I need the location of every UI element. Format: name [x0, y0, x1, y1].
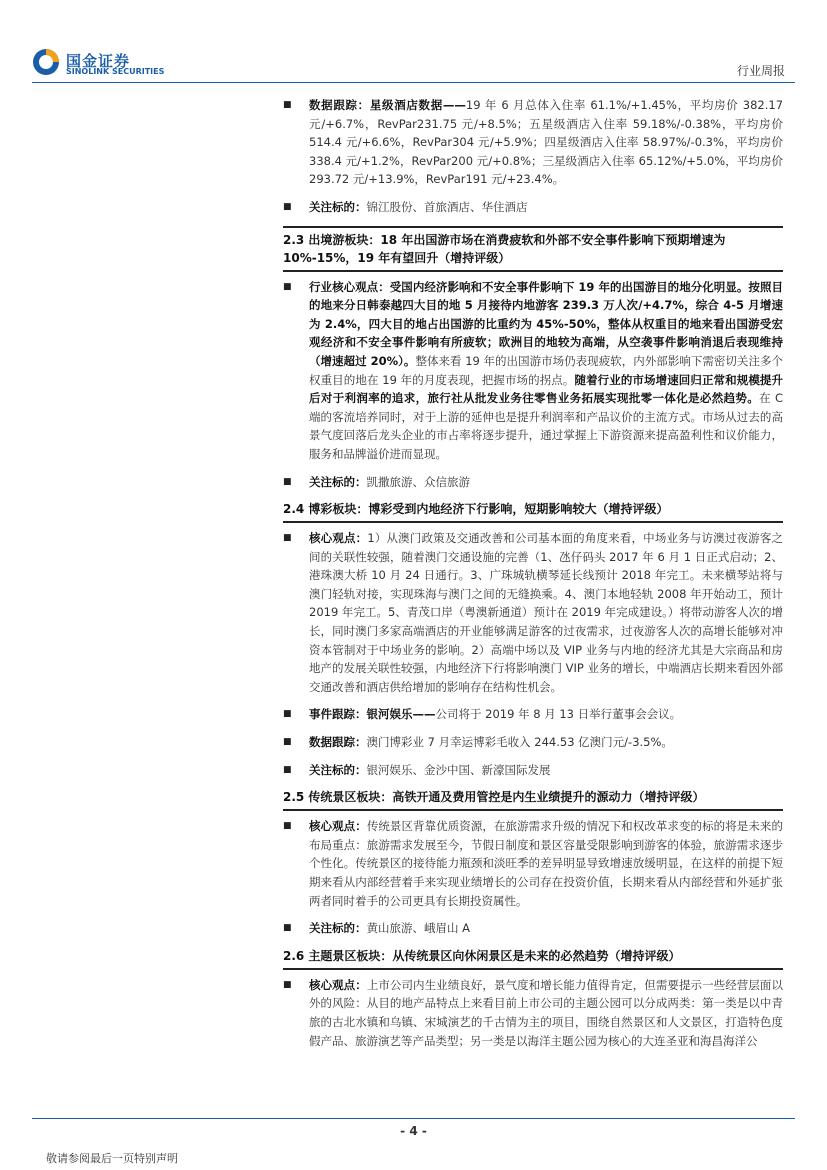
- gaming-focus-bullet: [283, 761, 783, 780]
- scenic-focus-bullet: [283, 919, 783, 938]
- page-header: [0, 0, 827, 90]
- bullet-label: 关注标的：: [309, 474, 367, 489]
- gaming-core-bullet: [283, 529, 783, 696]
- sinolink-logo: [32, 48, 192, 80]
- bullet-label: 核心观点：: [309, 977, 367, 992]
- bullet-label: 关注标的：: [309, 921, 367, 936]
- bullet-text: 公司将于 2019 年 8 月 13 日举行董事会会议。: [435, 707, 682, 722]
- gaming-data-bullet: [283, 733, 783, 752]
- hotel-data-bullet: [283, 96, 783, 189]
- outbound-focus-bullet: [283, 473, 783, 492]
- report-type-label: 行业周报: [736, 64, 785, 78]
- bullet-label: 行业核心观点：: [309, 279, 390, 294]
- main-content: [283, 96, 783, 1059]
- page-number: - 4 -: [400, 1124, 427, 1138]
- bullet-text: 凯撒旅游、众信旅游: [366, 474, 470, 489]
- bullet-bold-text: 随着行业的市场增速回归正常和规模提升后对于利润率的追求，旅行社从批发业务往零售业务拓展实现批零一体化是必然趋势。: [309, 372, 783, 406]
- bullet-text: 银河娱乐、金沙中国、新濠国际发展: [366, 762, 551, 777]
- bullet-text: 上市公司内生业绩良好，景气度和增长能力值得肯定，但需要提示一些经营层面以外的风险：从目的地产品特点上来看目前上市公司的主题公园可以分成两类：第一类是以中青旅的古北水镇和乌镇、宋城演艺的千古情为主的项目，围绕自然景区和人文景区，打造特色度假产品、旅游演艺等产品类型；另一类是以海洋主题公园为核心的大连圣亚和海昌海洋公: [309, 977, 783, 1048]
- sinolink-logo-icon: [32, 48, 60, 76]
- outbound-core-bullet: [283, 278, 783, 464]
- section-title-2-3: 2.3 出境游板块：18 年出国游市场在消费疲软和外部不安全事件影响下预期增速为 10%-15%，19 年有望回升（增持评级）: [283, 226, 783, 272]
- logo-text-en: SINOLINK SECURITIES: [66, 67, 165, 76]
- bullet-label: 核心观点：: [309, 531, 368, 546]
- bullet-label: 数据跟踪：: [309, 735, 367, 750]
- bullet-text: 传统景区背靠优质资源，在旅游需求升级的情况下和权改革求变的标的将是未来的布局重点：旅游需求发展至今，节假日制度和景区容量受限影响到游客的体验，旅游需求逐步个性化。传统景区的接待能力瓶颈和淡旺季的差异明显导致增速放缓明显，在这样的前提下短期来看从内部经营着手来实现业绩增长的公司存在投资价值，长期来看从内部经营和外延扩张两者同时着手的公司更具有长期投资属性。: [309, 819, 783, 908]
- theme-park-core-bullet: [283, 976, 783, 1050]
- logo-text-cn: 国金证券: [66, 52, 131, 70]
- bullet-label: 核心观点：: [309, 819, 367, 834]
- bullet-label: 关注标的：: [309, 762, 367, 777]
- section-title-2-6: 2.6 主题景区板块：从传统景区向休闲景区是未来的必然趋势（增持评级）: [283, 947, 783, 970]
- bullet-text: 19 年 6 月总体入住率 61.1%/+1.45%，平均房价 382.17 元/+6.7%，RevPar231.75 元/+8.5%；五星级酒店入住率 59.18%/-0.38%，平均房价 514.4 元/+6.6%，RevPar304 元/+5.9%；四星级酒店入住率 58.97%/-0.3%，平均房价 338.4 元/+1.2%，RevPar200 元/+0.8%；三星级酒店入住率 65.12%/+5.0%，平均房价 293.72 元/+13.9%，RevPar191 元/+23.4%。: [309, 98, 784, 187]
- bullet-text: 在 C 端的客流培养同时，对于上游的延伸也是提升利润率和产品议价的主流方式。市场从过去的高景气度回落后龙头企业的市占率将逐步提升，通过掌握上下游资源来提高盈利性和议价能力，服务和品牌溢价进而显现。: [309, 391, 784, 461]
- hotel-focus-bullet: [283, 198, 783, 217]
- bullet-bold-text: 受国内经济影响和不安全事件影响下 19 年的出国游目的地分化明显。按照目的地来分日韩泰越四大目的地 5 月接待内地游客 239.3 万人次/+4.7%，综合 4-5 月增速为 2.4%，四大目的地占出国游的比重约为 45%-50%，整体从权重目的地来看出国游受宏观经济和不安全事件影响有所疲软；欧洲目的地较为高端，从空袭事件影响消退后表现维持（增速超过 20%）。: [309, 279, 783, 368]
- section-title-2-4: 2.4 博彩板块：博彩受到内地经济下行影响，短期影响较大（增持评级）: [283, 500, 783, 523]
- bullet-text: 黄山旅游、峨眉山 A: [366, 921, 471, 936]
- bullet-label: 关注标的：: [309, 199, 367, 214]
- gaming-event-bullet: [283, 705, 783, 724]
- bullet-text: 锦江股份、首旅酒店、华住酒店: [366, 199, 528, 214]
- bullet-text: 1）从澳门政策及交通改善和公司基本面的角度来看，中场业务与访澳过夜游客之间的关联性较强，随着澳门交通设施的完善（1、氹仔码头 2017 年 6 月 1 日正式启动；2、港珠澳大桥 10 月 24 日通行。3、广珠城轨横琴延长线预计 2018 年完工。未来横琴站将与澳门轻轨对接，实现珠海与澳门之间的无缝换乘。4、澳门本地轻轨 2008 年开始动工，预计 2019 年完工。5、青茂口岸（粤澳新通道）预计在 2019 年完成建设。）将带动游客人次的增长，同时澳门多家高端酒店的开业能够满足游客的过夜需求，过夜游客人次的高增长能够对冲资本管制对于中场业务的影响。2）高端中场以及 VIP 业务与内地的经济尤其是大宗商品和房地产的发展关联性较强，内地经济下行将影响澳门 VIP 业务的增长，中端酒店长期来看因外部交通改善和酒店供给增加的影响存在结构性机会。: [309, 531, 784, 694]
- disclaimer-note: 敬请参阅最后一页特别声明: [46, 1152, 178, 1165]
- bullet-text: 澳门博彩业 7 月幸运博彩毛收入 244.53 亿澳门元/-3.5%。: [366, 735, 673, 750]
- bullet-text: 整体来看 19 年的出国游市场仍表现疲软，内外部影响下需密切关注多个权重目的地在 19 年的月度表现，把握市场的拐点。: [309, 353, 783, 387]
- section-title-2-5: 2.5 传统景区板块：高铁开通及费用管控是内生业绩提升的源动力（增持评级）: [283, 788, 783, 811]
- footer-divider: [32, 1118, 795, 1119]
- bullet-label: 数据跟踪：星级酒店数据——: [309, 98, 466, 112]
- scenic-core-bullet: [283, 817, 783, 910]
- bullet-label: 事件跟踪：银河娱乐——: [309, 707, 436, 722]
- header-divider: [32, 82, 795, 83]
